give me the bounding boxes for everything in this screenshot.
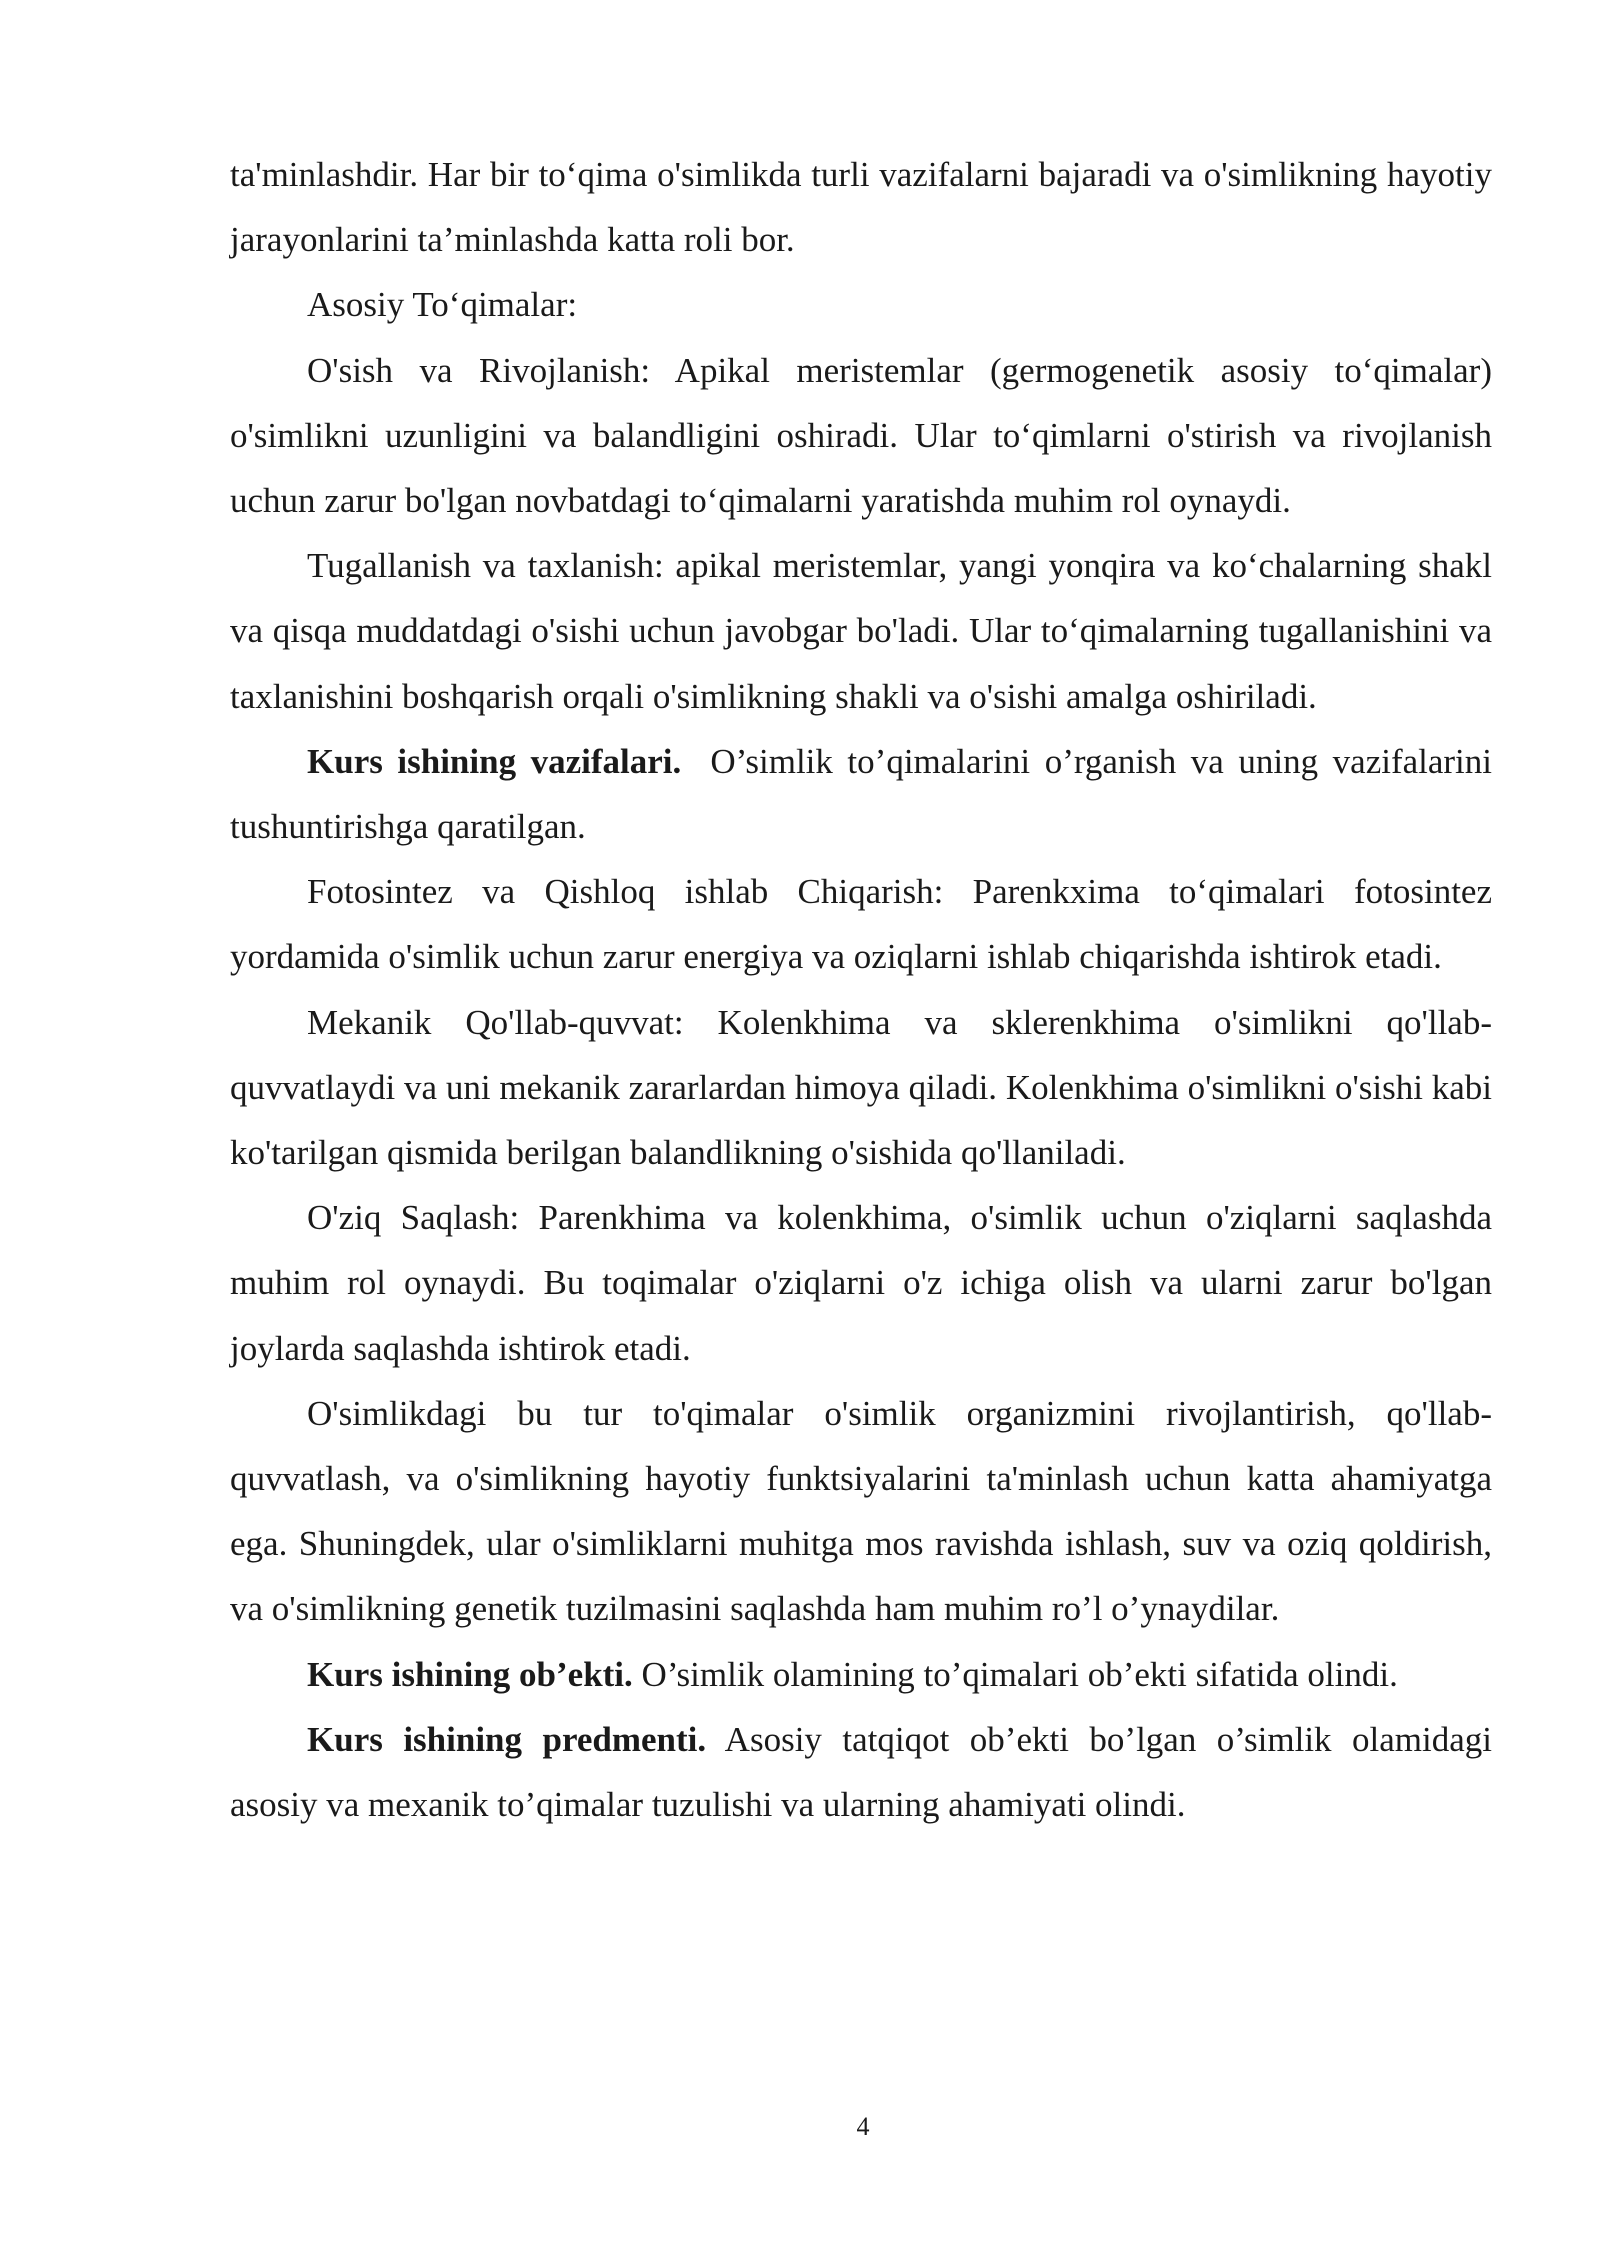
paragraph-fotosintez: [230, 859, 1492, 989]
paragraph-text: O'ziq Saqlash: Parenkhima va kolenkhima, o'simlik uchun o'ziqlarni saqlashda muhim rol oynaydi. Bu toqimalar o'ziqlarni o'z ichiga olish va ularni zarur bo'lgan joylarda saqlashda ishtirok etadi.: [230, 1198, 1492, 1368]
paragraph-kurs-vazifalari: [230, 729, 1501, 859]
paragraph-text: Mekanik Qo'llab-quvvat: Kolenkhima va sklerenkhima o'simlikni qo'llab-quvvatlaydi va uni mekanik zararlardan himoya qiladi. Kolenkhima o'simlikni o'sishi kabi ko'tarilgan qismida berilgan balandlikning o'sishida qo'llaniladi.: [230, 1002, 1492, 1173]
paragraph-osish-rivojlanish: [230, 338, 1492, 534]
paragraph-text: O'simlikdagi bu tur to'qimalar o'simlik organizmini rivojlantirish, qo'llab-quvvatlash, va o'simlikning hayotiy funktsiyalarini ta'minlash uchun katta ahamiyatga ega. Shuningdek, ular o'simliklarni muhitga mos ravishda ishlash, suv va oziq qoldirish, va o'simlikning genetik tuzilmasini saqlashda ham muhim ro’l o’ynaydilar.: [230, 1393, 1492, 1629]
paragraph-lead-bold: Kurs ishining ob’ekti.: [307, 1654, 633, 1694]
paragraph-text: Tugallanish va taxlanish: apikal meristemlar, yangi yonqira va ko‘chalarning shakl va qisqa muddatdagi o'sishi uchun javobgar bo'ladi. Ular to‘qimalarning tugallanishini va taxlanishini boshqarish orqali o'simlikning shakli va o'sishi amalga oshiriladi.: [230, 546, 1492, 716]
body-text: [230, 142, 1501, 1837]
paragraph-intro-continuation: [230, 142, 1492, 272]
paragraph-text: Asosiy To‘qimalar:: [307, 285, 578, 325]
paragraph-kurs-obekti: [230, 1642, 1492, 1707]
paragraph-oziq-saqlash: [230, 1185, 1492, 1381]
paragraph-text: O’simlik olamining to’qimalari ob’ekti sifatida olindi.: [632, 1654, 1398, 1694]
paragraph-tugallanish: [230, 533, 1492, 729]
paragraph-text: O’simlik to’qimalarini o’rganish va uning vazifalarini tushuntirishga qaratilgan.: [230, 741, 1501, 847]
paragraph-asosiy-toqimalar: [230, 272, 1492, 337]
page-number: 4: [856, 2112, 870, 2141]
paragraph-text: ta'minlashdir. Har bir to‘qima o'simlikda turli vazifalarni bajaradi va o'simlikning hayotiy jarayonlarini ta’minlashda katta roli bor.: [230, 155, 1492, 260]
paragraph-text: Fotosintez va Qishloq ishlab Chiqarish: Parenkxima to‘qimalari fotosintez yordamida o'simlik uchun zarur energiya va oziqlarni ishlab chiqarishda ishtirok etadi.: [230, 872, 1492, 977]
paragraph-osimlikdagi: [230, 1381, 1492, 1642]
paragraph-lead-bold: Kurs ishining predmenti.: [307, 1719, 707, 1759]
paragraph-lead-bold: Kurs ishining vazifalari.: [307, 741, 682, 781]
paragraph-text: O'sish va Rivojlanish: Apikal meristemlar (germogenetik asosiy to‘qimalar) o'simlikni uzunligini va balandligini oshiradi. Ular to‘qimlarni o'stirish va rivojlanish uchun zarur bo'lgan novbatdagi to‘qimalarni yaratishda muhim rol oynaydi.: [230, 350, 1492, 521]
paragraph-text: Asosiy tatqiqot ob’ekti bo’lgan o’simlik olamidagi asosiy va mexanik to’qimalar tuzulishi va ularning ahamiyati olindi.: [230, 1719, 1492, 1825]
paragraph-kurs-predmenti: [230, 1707, 1492, 1837]
paragraph-mekanik: [230, 990, 1492, 1186]
